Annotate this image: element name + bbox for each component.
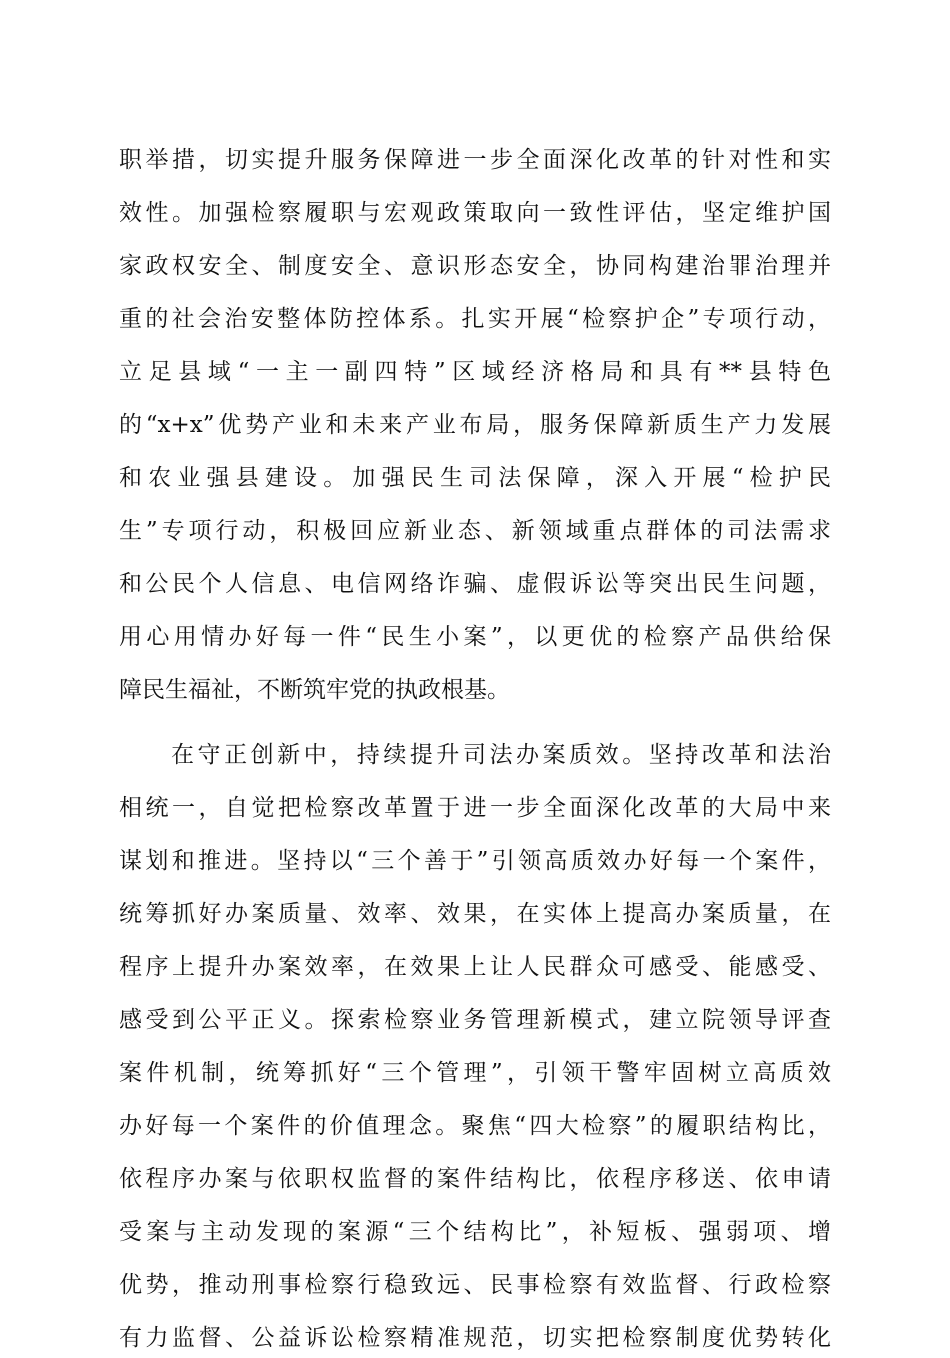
text-line: 有力监督、公益诉讼检察精准规范，切实把检察制度优势转化: [119, 1325, 831, 1351]
text-line: 重的社会治安整体防控体系。扎实开展“检察护企”专项行动，: [119, 306, 831, 332]
text-line: 生”专项行动，积极回应新业态、新领域重点群体的司法需求: [119, 518, 831, 544]
text-line: 谋划和推进。坚持以“三个善于”引领高质效办好每一个案件，: [119, 848, 831, 874]
text-line: 家政权安全、制度安全、意识形态安全，协同构建治罪治理并: [119, 253, 831, 279]
text-line: 办好每一个案件的价值理念。聚焦“四大检察”的履职结构比，: [119, 1113, 831, 1139]
paragraph-end-line: 障民生福祉，不断筑牢党的执政根基。: [119, 677, 510, 703]
text-line: 感受到公平正义。探索检察业务管理新模式，建立院领导评查: [119, 1007, 831, 1033]
text-line: 立足县域“一主一副四特”区域经济格局和具有**县特色: [119, 359, 831, 385]
text-line: 职举措，切实提升服务保障进一步全面深化改革的针对性和实: [119, 147, 831, 173]
text-line: 受案与主动发现的案源“三个结构比”，补短板、强弱项、增: [119, 1219, 831, 1245]
text-line: 依程序办案与依职权监督的案件结构比，依程序移送、依申请: [119, 1166, 831, 1192]
text-line: 优势，推动刑事检察行稳致远、民事检察有效监督、行政检察: [119, 1272, 831, 1298]
text-line: 程序上提升办案效率，在效果上让人民群众可感受、能感受、: [119, 954, 831, 980]
text-line: 的“x+x”优势产业和未来产业布局，服务保障新质生产力发展: [119, 412, 831, 438]
text-line: 效性。加强检察履职与宏观政策取向一致性评估，坚定维护国: [119, 200, 831, 226]
text-line: 案件机制，统筹抓好“三个管理”，引领干警牢固树立高质效: [119, 1060, 831, 1086]
text-line: 相统一，自觉把检察改革置于进一步全面深化改革的大局中来: [119, 795, 831, 821]
text-line: 统筹抓好办案质量、效率、效果，在实体上提高办案质量，在: [119, 901, 831, 927]
text-line: 和农业强县建设。加强民生司法保障，深入开展“检护民: [119, 465, 831, 491]
text-line: 用心用情办好每一件“民生小案”，以更优的检察产品供给保: [119, 624, 831, 650]
text-line: 和公民个人信息、电信网络诈骗、虚假诉讼等突出民生问题，: [119, 571, 831, 597]
paragraph-first-line: 在守正创新中，持续提升司法办案质效。坚持改革和法治: [171, 742, 831, 768]
